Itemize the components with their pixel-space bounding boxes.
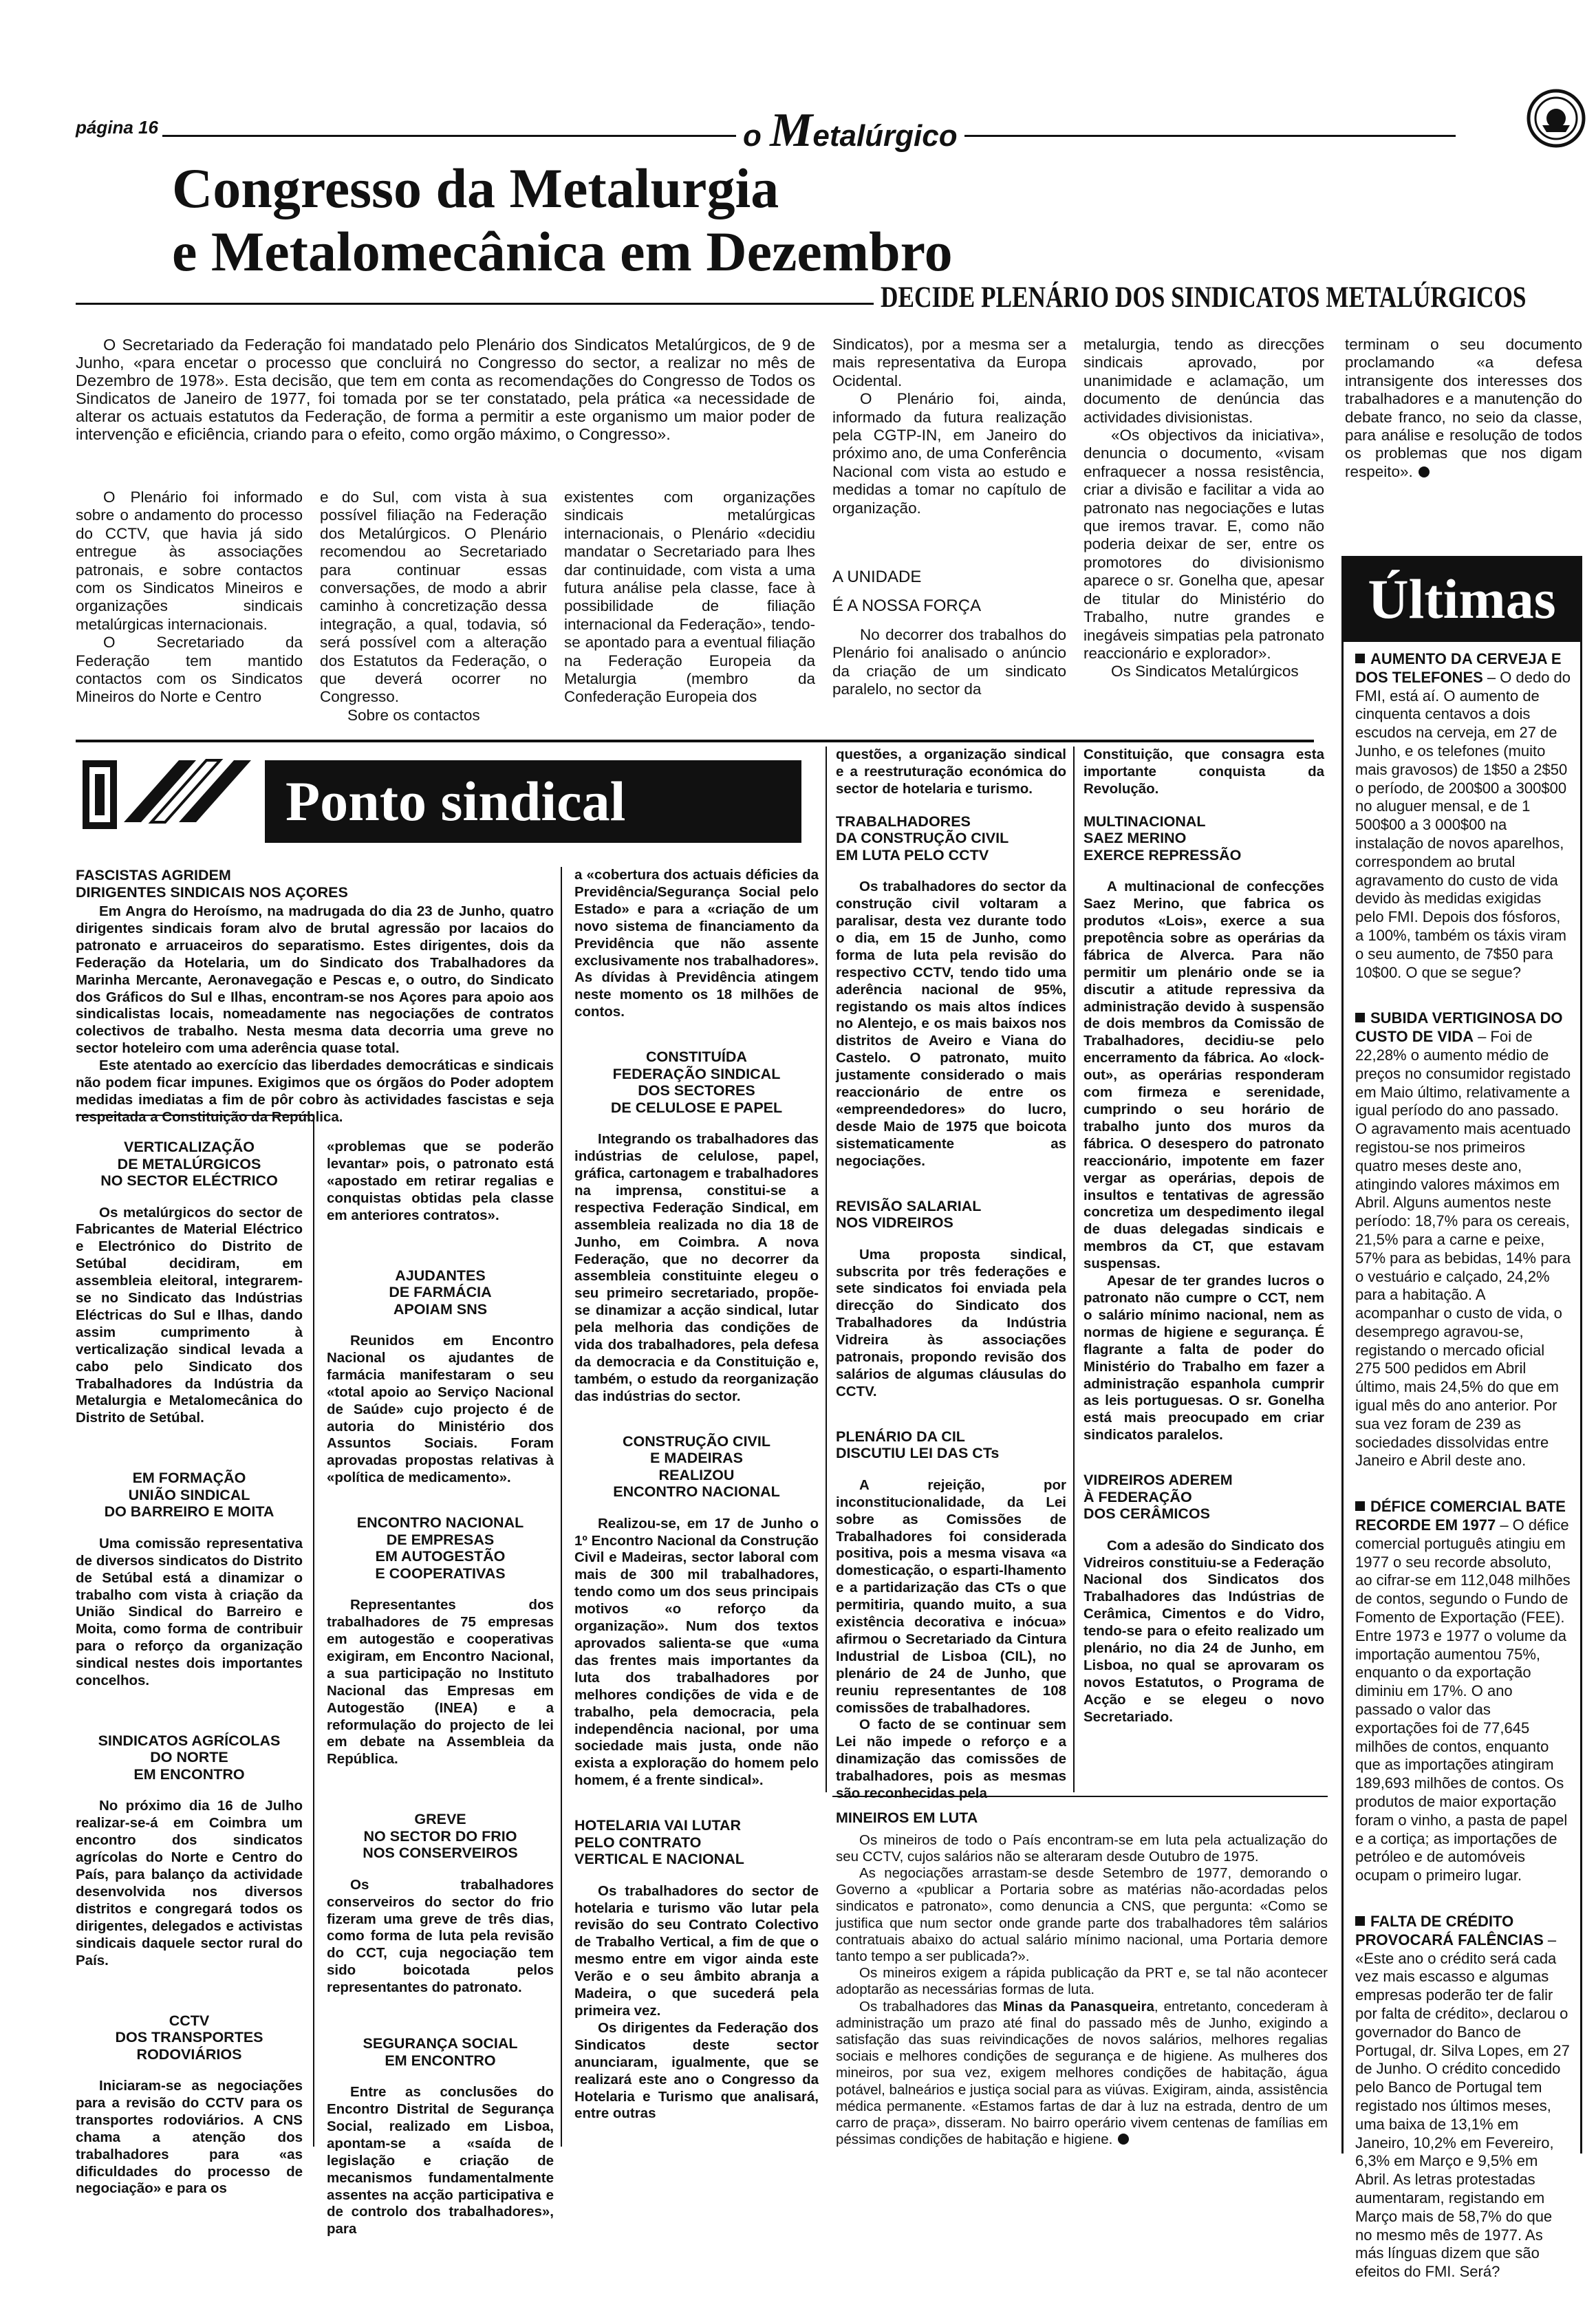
- subheadline-rule: [76, 303, 874, 305]
- masthead-initial: M: [770, 104, 813, 157]
- headline-line: VERTICAL E NACIONAL: [574, 1851, 744, 1868]
- story-headline: [836, 1428, 1066, 1462]
- headline-line: SAEZ MERINO: [1083, 830, 1187, 847]
- column-rule: [1073, 747, 1075, 1792]
- headline-line: HOTELARIA VAI LUTAR: [574, 1817, 742, 1834]
- headline-line: NOS VIDREIROS: [836, 1214, 953, 1232]
- article-column-3: [564, 488, 815, 707]
- paragraph: Apesar de ter grandes lucros o patronato não cumpre o CCT, nem o salário mínimo nacional, nem as normas de higiene e segurança. É flagrante a falta de poder do Ministério do Trabalho em fazer a administração espanhola cumprir as leis portuguesas. O sr. Gonelha está mais preocupado em criar sindicatos paralelos.: [1083, 1273, 1324, 1443]
- paragraph: «Os objectivos da iniciativa», denuncia o documento, «visam enfraquecer a nossa resistência, criar a divisão e facilitar a vida ao patronato nas negociações e lutas que iremos travar. E, como não poderia deixar de ser, entre os promotores do divisionismo aparece o sr. Gonelha que, apesar de titular do Ministério do Trabalho, nutre grandes e inegáveis simpatias pela patronato reaccionário e explorador».: [1083, 427, 1324, 662]
- paragraph: Sobre os contactos: [347, 706, 480, 724]
- end-bullet-icon: [1118, 2134, 1129, 2145]
- paragraph: existentes com organizações sindicais metalúrgicas internacionais, o Plenário «decidiu mandatar o Secretariado para lhes dar continuidade, com vista a uma futura análise pela classe, face à possibilidade de filiação internacional da Federação», tendo-se apontado para a eventual filiação na Federação Europeia da Metalurgia (membro da Confederação Europeia dos: [564, 488, 815, 706]
- article-subheadline: DECIDE PLENÁRIO DOS SINDICATOS METALÚRGICOS: [881, 281, 1527, 314]
- headline-line: VERTICALIZAÇÃO: [124, 1139, 255, 1155]
- story-headline: [327, 2035, 554, 2069]
- ultimas-item: [1355, 1913, 1572, 2281]
- paragraph: Com a adesão do Sindicato dos Vidreiros constituiu-se a Federação Nacional dos Sindicatos dos Trabalhadores das Indústrias de Cerâmica, Cimentos e do Vidro, tendo-se para o efeito realizado um plenário, no dia 24 de Junho, em Lisboa, no qual se aprovaram os novos Estatutos, o Programa de Acção e se elegeu o novo Secretariado.: [1083, 1537, 1324, 1725]
- headline-line-1: Congresso da Metalurgia: [172, 157, 779, 219]
- paragraph: Os trabalhadores do sector da construção civil voltaram a paralisar, desta vez durante todo o dia, em 15 de Junho, como forma de luta pela revisão do respectivo CCTV, tendo tido uma aderência nacional de 95%, registando os mais altos índices no Alentejo, e os mais baixos nos distritos de Aveiro e Viana do Castelo. O patronato, muito justamente considerado o mais reaccionário de entre os «empreendedores» do lucro, desde Maio de 1975 que boicota sistematicamente as negociações.: [836, 879, 1066, 1169]
- story-headline: [574, 1433, 819, 1501]
- end-bullet-icon: [1419, 466, 1430, 477]
- story-headline: [327, 1514, 554, 1582]
- ultimas-item-head: FALTA DE CRÉDITO PROVOCARÁ FALÊNCIAS: [1355, 1913, 1544, 1948]
- paragraph: Uma proposta sindical, subscrita por três federações e sete sindicatos foi enviada pela direcção do Sindicato dos Trabalhadores da Indústria Vidreira às associações patronais, propondo revisão dos salários de algumas cláusulas do CCTV.: [836, 1246, 1066, 1399]
- headline-line: DE EMPRESAS: [386, 1531, 495, 1548]
- hand-pen-logo-icon: [76, 747, 261, 836]
- section-divider: [76, 740, 1314, 742]
- headline-line: RODOVIÁRIOS: [136, 2045, 242, 2063]
- paragraph: Este atentado ao exercício das liberdades democráticas e sindicais não podem ficar impunes. Exigimos que os órgãos do Poder adoptem medidas imediatas a fim de pôr cobro às actividades fascistas e seja respeitada a Constituição da República.: [76, 1057, 554, 1125]
- paragraph: Uma comissão representativa de diversos sindicatos do Distrito de Setúbal está a dinamizar o trabalho com vista à criação da União Sindical do Barreiro e Moita, como forma de contribuir para o reforço da organização sindical nestes dois importantes concelhos.: [76, 1535, 303, 1689]
- page-number: página 16: [76, 117, 158, 138]
- ultimas-item: [1355, 650, 1572, 982]
- square-bullet-icon: [1355, 1501, 1365, 1511]
- headline-line: ENCONTRO NACIONAL: [356, 1514, 524, 1532]
- headline-line: DO BARREIRO E MOITA: [104, 1503, 274, 1521]
- paragraph: Sindicatos), por a mesma ser a mais representativa da Europa Ocidental.: [832, 336, 1066, 389]
- headline-line: APOIAM SNS: [393, 1300, 488, 1318]
- story-headline: [76, 867, 554, 901]
- article-column-2: [320, 488, 547, 724]
- paragraph-bold-text: Minas da Panasqueira: [1002, 1998, 1154, 2015]
- headline-line: MULTINACIONAL: [1083, 813, 1206, 830]
- headline-line: DE CELULOSE E PAPEL: [610, 1099, 783, 1116]
- ultimas-title: Últimas: [1341, 556, 1582, 642]
- paragraph: Representantes dos trabalhadores de 75 empresas em autogestão e cooperativas exigiram, em Encontro Nacional, a sua participação no Instituto Nacional das Empresas em Autogestão (INEA) e a reformulação do projecto de lei em debate na Assembleia da República.: [327, 1597, 554, 1768]
- ponto-column-c: [574, 867, 819, 2123]
- headline-line: CONSTRUÇÃO CIVIL: [623, 1432, 770, 1450]
- paragraph: [836, 1999, 1328, 2149]
- headline-line: EXERCE REPRESSÃO: [1083, 846, 1242, 863]
- headline-line: DOS SECTORES: [638, 1082, 755, 1099]
- story-headline: [836, 813, 1066, 864]
- masthead-prefix: o: [743, 119, 770, 153]
- paragraph: As negociações arrastam-se desde Setembro de 1977, demorando o Governo a «publicar a Portaria sobre as matérias não-acordadas pelos sindicatos e patronato», como denuncia a CNS, que pergunta: «Como se justifica que num sector onde grande parte dos trabalhadores têm salários contratuais abaixo do actual salário mínimo nacional, uma Portaria demore tanto tempo a ser publicada?».: [836, 1865, 1328, 1964]
- paragraph: No decorrer dos trabalhos do Plenário foi analisado o anúncio da criação de um sindicato paralelo, no sector da: [832, 626, 1066, 698]
- headline-line: EM FORMAÇÃO: [132, 1470, 246, 1487]
- paragraph: No próximo dia 16 de Julho realizar-se-á em Coimbra um encontro dos sindicatos agrícolas do Norte e Centro do País, para balanço da actividade desenvolvida nos diversos distritos e congregará todos os dirigentes, delegados e activistas sindicais daquele sector rural do País.: [76, 1798, 303, 1968]
- headline-line: DE FARMÁCIA: [389, 1284, 492, 1301]
- paragraph: Os metalúrgicos do sector de Fabricantes de Material Eléctrico e Electrónico do Distrito de Setúbal decidiram, em assembleia eleitoral, integrarem-se no Sindicato das Indústrias Eléctricas do Sul e Ilhas, dando assim cumprimento à verticalização sindical levada a cabo pelo Sindicato dos Trabalhadores da Indústria da Metalurgia e Metalomecânica do Distrito de Setúbal.: [76, 1204, 303, 1426]
- section-subhead: A UNIDADE: [832, 568, 922, 587]
- headline-line: NOS CONSERVEIROS: [363, 1845, 518, 1862]
- paragraph-text: , entretanto, concederam à administração um prazo até final do passado mês de Junho, exigindo a satisfação das suas reivindicações de novos salários, melhores regalias sociais e melhores condições de segurança e de higiene. As mulheres dos mineiros, por sua vez, exigem melhores condições de habitação, água potável, balneários e justiça social para as viúvas. Exigiram, ainda, assistência médica permanente. «Estamos fartas de dar à luz na estrada, dentro de um carro de praça», disseram. No bairro operário vivem centenas de famílias em péssimas condições de habitação e higiene.: [836, 1998, 1328, 2148]
- story-headline: [1083, 1472, 1324, 1523]
- paragraph: Os dirigentes da Federação dos Sindicatos deste sector anunciaram, igualmente, que se realizará este ano o Congresso da Hotelaria e Turismo que analisará, entre outras: [574, 2019, 819, 2122]
- paragraph: Integrando os trabalhadores das indústrias de celulose, papel, gráfica, cartonagem e trabalhadores na imprensa, constitui-se a respectiva Federação Sindical, em assembleia realizada no dia 18 de Junho, em Coimbra. A nova Federação, que no decorrer da assembleia constituinte elegeu o seu primeiro secretariado, propõe-se dinamizar a acção sindical, lutar pela melhoria das condições de vida dos trabalhadores, pela defesa da democracia e da Constituição e, também, o estudo da reorganização das indústrias do sector.: [574, 1131, 819, 1404]
- column-rule: [561, 867, 562, 2147]
- headline-line: E MADEIRAS: [650, 1450, 743, 1467]
- headline-line: GREVE: [414, 1811, 466, 1828]
- headline-line: DOS CERÂMICOS: [1083, 1505, 1210, 1523]
- column-rule: [826, 747, 827, 1792]
- story-headline: [76, 1139, 303, 1190]
- story-headline: [836, 1198, 1066, 1232]
- headline-line: DO NORTE: [150, 1749, 228, 1766]
- headline-line: E COOPERATIVAS: [375, 1565, 506, 1582]
- headline-line: CCTV: [169, 2012, 210, 2029]
- masthead-rest: etalúrgico: [812, 119, 958, 153]
- article-column-5: [1083, 336, 1324, 681]
- paragraph: «problemas que se poderão levantar» pois, o patronato está «apostado em retirar regalias e conquistas obtidas pela classe em anteriores contratos».: [327, 1139, 554, 1223]
- headline-line: REVISÃO SALARIAL: [836, 1197, 982, 1214]
- headline-line: ENCONTRO NACIONAL: [613, 1483, 780, 1501]
- paragraph-text: Os trabalhadores das: [859, 1998, 1003, 2015]
- paragraph: O Secretariado da Federação tem mantido contactos com os Sindicatos Mineiros do Norte e Centro: [76, 634, 303, 706]
- headline-line: PLENÁRIO DA CIL: [836, 1428, 965, 1445]
- paragraph: Os Sindicatos Metalúrgicos: [1111, 663, 1299, 680]
- story-headline: MINEIROS EM LUTA: [836, 1809, 978, 1826]
- headline-line: AJUDANTES: [395, 1267, 486, 1284]
- ultimas-item-body: – Foi de 22,28% o aumento médio de preços no consumidor registado em Maio último, relativamente a igual período do ano passado. O agravamento mais acentuado registou-se nos primeiros quatro meses deste ano, atingindo valores máximos em Abril. Alguns aumentos neste período: 18,7% para os cereais, 21,5% para a carne e peixe, 57% para as bebidas, 14% para o vestuário e calçado, 24,2% para a habitação. A acompanhar o custo de vida, o desemprego agravou-se, registando o mercado oficial 275 500 pedidos em Abril último, mais 24,5% do que em igual mês do ano anterior. Por sua vez foram de 239 as sociedades dissolvidas entre Janeiro e Abril deste ano.: [1355, 1028, 1571, 1470]
- headline-line: DA CONSTRUÇÃO CIVIL: [836, 830, 1009, 847]
- article-column-1: [76, 488, 303, 707]
- headline-line: DIRIGENTES SINDICAIS NOS AÇORES: [76, 883, 348, 901]
- paragraph: O Plenário foi, ainda, informado da futura realização pela CGTP-IN, em Janeiro do próximo ano, de uma Conferência Nacional com vista ao estudo e medidas a tomar no capítulo de organização.: [832, 390, 1066, 517]
- ultimas-item-head: DÉFICE COMERCIAL BATE RECORDE EM 1977: [1355, 1498, 1566, 1534]
- paragraph: Os trabalhadores conserveiros do sector do frio fizeram uma greve de três dias, como forma de luta pela revisão do CCT, cuja negociação tem sido boicotada pelos representantes do patronato.: [327, 1876, 554, 1996]
- headline-line: UNIÃO SINDICAL: [128, 1486, 250, 1503]
- lead-paragraph: O Secretariado da Federação foi mandatado pelo Plenário dos Sindicatos Metalúrgicos, de 9 de Junho, «para encetar o processo que concluirá no Congresso do sector, a realizar no mês de Dezembro de 1978». Esta decisão, que tem em conta as recomendações do Congresso de Todos os Sindicatos de Janeiro de 1977, foi tomada por se ter constatado, pela prática «a necessidade de alterar os actuais estatutos da Federação, de forma a permitir a este organismo um maior poder de intervenção e eficiência, criando para o efeito, como orgão máximo, o Congresso».: [76, 336, 815, 443]
- headline-line: EM AUTOGESTÃO: [375, 1548, 506, 1565]
- headline-line: EM LUTA PELO CCTV: [836, 846, 989, 863]
- section-subhead: É A NOSSA FORÇA: [832, 597, 982, 616]
- headline-line: EM ENCONTRO: [385, 2052, 496, 2069]
- headline-line: FEDERAÇÃO SINDICAL: [612, 1065, 781, 1082]
- paragraph: Os mineiros de todo o País encontram-se em luta pela actualização do seu CCTV, cujos salários não se alteraram desde Outubro de 1975.: [836, 1832, 1328, 1865]
- story-headline: [574, 1817, 819, 1868]
- paragraph: Realizou-se, em 17 de Junho o 1º Encontro Nacional da Construção Civil e Madeiras, sector laboral com mais de 300 mil trabalhadores, tendo como um dos seus principais motivos «o reforço da organização». Num dos textos aprovados salienta-se que «uma das frentes mais importantes da luta dos trabalhadores por melhores condições de vida e de trabalho, pela democracia, pela independência nacional, por uma sociedade mais justa, onde não exista a exploração do homem pelo homem, é a frente sindical».: [574, 1515, 819, 1789]
- headline-line: SEGURANÇA SOCIAL: [363, 2035, 518, 2052]
- headline-line: NO SECTOR DO FRIO: [363, 1827, 517, 1845]
- headline-line: DE METALÚRGICOS: [117, 1155, 261, 1172]
- story-headline: [327, 1811, 554, 1862]
- headline-line: DOS TRANSPORTES: [115, 2029, 263, 2045]
- ultimas-item-body: – O défice comercial português atingiu em 1977 o seu recorde absoluto, ao cifrar-se em 112,048 milhões de contos, segundo o Fundo de Fomento de Exportação (FEE). Entre 1973 e 1977 o volume da importação aumentou 75%, enquanto o da exportação diminiu em 17%. O ano passado o valor das exportações foi de 77,645 milhões de contos, enquanto que as importações atingiram 189,693 milhões de contos. Os produtos de maior exportação foram o vinho, a pasta de papel e a cortiça; as importações de petróleo e de automóveis ocupam o primeiro lugar.: [1355, 1516, 1571, 1884]
- square-bullet-icon: [1355, 654, 1365, 663]
- headline-line: PELO CONTRATO: [574, 1834, 702, 1851]
- article-headline: [172, 157, 1204, 283]
- paragraph: Constituição, que consagra esta importante conquista da Revolução.: [1083, 747, 1324, 797]
- paragraph: A multinacional de confecções Saez Merino, que fabrica os produtos «Lois», exerce a sua prepotência sobre as operárias da fábrica de Alverca. Para não permitir um plenário onde se ia discutir a atitude repressiva da administração devido à suspensão de dois membros da Comissão de Trabalhadores, decidiu-se pelo encerramento da fábrica. Ao «lock-out», as operárias responderam com firmeza e serenidade, cumprindo o seu horário de trabalho junto dos muros da fábrica. O desespero do patronato reaccionário, impotente em fazer vergar as operárias, depois de insultos e tentativas de agressão concretiza um despedimento ilegal de duas delegadas sindicais e membros da CT, que estavam suspensas.: [1083, 879, 1324, 1272]
- headline-line: VIDREIROS ADEREM: [1083, 1472, 1233, 1489]
- paragraph-text: terminam o seu documento proclamando «a defesa intransigente dos interesses dos trabalhadores e a manutenção do debate franco, no seio da classe, para análise e resolução de todos os problemas que nos digam respeito».: [1345, 336, 1582, 480]
- headline-line: SINDICATOS AGRÍCOLAS: [98, 1732, 281, 1749]
- ponto-column-d: [836, 747, 1066, 1803]
- ultimas-item: [1355, 1498, 1572, 1885]
- article-column-6: [1345, 336, 1582, 481]
- headline-line: À FEDERAÇÃO: [1083, 1488, 1192, 1505]
- headline-line: REALIZOU: [658, 1466, 735, 1483]
- paragraph: Reunidos em Encontro Nacional os ajudantes de farmácia manifestaram o seu «total apoio ao Serviço Nacional de Saúde» cujo projecto é de autoria do Ministério dos Assuntos Sociais. Foram aprovadas propostas relativas à «política de medicamento».: [327, 1333, 554, 1486]
- paragraph: Os trabalhadores do sector de hotelaria e turismo vão lutar pela revisão do seu Contrato Colectivo de Trabalho Vertical, a fim de que o mesmo entre em vigor ainda este Verão e o seu âmbito abranja a Madeira, o que sucederá pela primeira vez.: [574, 1882, 819, 2019]
- headline-line: NO SECTOR ELÉCTRICO: [100, 1172, 278, 1189]
- article-column-4: [832, 336, 1066, 699]
- paragraph: questões, a organização sindical e a reestruturação económica do sector de hotelaria e turismo.: [836, 747, 1066, 797]
- story-mineiros: [836, 1809, 1328, 2148]
- paragraph: Os mineiros exigem a rápida publicação da PRT e, se tal não acontecer adoptarão as necessárias formas de luta.: [836, 1965, 1328, 1998]
- column-rule: [313, 1115, 314, 2147]
- ponto-sindical-title: Ponto sindical: [265, 760, 801, 843]
- story-headline: [327, 1267, 554, 1318]
- paragraph: A rejeição, por inconstitucionalidade, da Lei sobre as Comissões de Trabalhadores foi considerada positiva, pois a mesma visava «a domesticação, o esparti-lhamento e a partidarização das CTs o que permitiria, quando muito, a sua existência decorativa e inócua» afirmou o Secretariado da Cintura Industrial de Lisboa (CIL), no plenário de 24 de Junho, que reuniu representantes de 108 comissões de trabalhadores.: [836, 1476, 1066, 1716]
- ultimas-item-head: SUBIDA VERTIGINOSA DO CUSTO DE VIDA: [1355, 1009, 1563, 1046]
- paragraph: e do Sul, com vista à sua possível filiação na Federação dos Metalúrgicos. O Plenário recomendou ao Secretariado para continuar essas conversações, de modo a abrir caminho à concretização dessa integração, a qual, todavia, só será possível com a alteração dos Estatutos da Federação, o que deverá ocorrer no Congresso.: [320, 488, 547, 706]
- headline-line-2: e Metalomecânica em Dezembro: [172, 220, 953, 283]
- story-headline: [76, 1470, 303, 1521]
- headline-line: FASCISTAS AGRIDEM: [76, 867, 231, 883]
- masthead: [736, 103, 964, 158]
- paragraph: Em Angra do Heroísmo, na madrugada do dia 23 de Junho, quatro dirigentes sindicais foram alvo de brutal agressão por lacaios do patronato e arruaceiros do separatismo. Estes dirigentes, dois da Federação da Hotelaria, um do Sindicato dos Trabalhadores da Marinha Mercante, Aeronavegação e Pescas e, o outro, do Sindicato dos Gráficos do Sul e Ilhas, encontram-se nos Açores para apoio aos sindicalistas locais, nomeadamente nas negociações de contratos colectivos de trabalho. Nesta mesma data decorria uma greve no sector hoteleiro com uma aderência quase total.: [76, 903, 554, 1057]
- paragraph: O facto de se continuar sem Lei não impede o reforço e a dinamização das comissões de trabalhadores, pois as mesmas são reconhecidas pela: [836, 1717, 1066, 1802]
- paragraph: [1345, 336, 1582, 481]
- paragraph: O Plenário foi informado sobre o andamento do processo do CCTV, que havia já sido entregue às associações patronais, e sobre contactos com os Sindicatos Mineiros e organizações sindicais metalúrgicas internacionais.: [76, 488, 303, 633]
- story-headline: [76, 1732, 303, 1783]
- article-lead: [76, 336, 815, 443]
- story-headline: [574, 1049, 819, 1116]
- paragraph: Entre as conclusões do Encontro Distrital de Segurança Social, realizado em Lisboa, apontam-se a «saída de legislação e criação de mecanismos fundamentalmente assentes na acção participativa e de controlo dos trabalhadores», para: [327, 2084, 554, 2237]
- union-seal-icon: [1526, 88, 1586, 149]
- ponto-column-b: [327, 1139, 554, 2238]
- ultimas-list: [1355, 650, 1572, 2309]
- headline-line: DISCUTIU LEI DAS CTs: [836, 1445, 1000, 1462]
- ultimas-item-head: AUMENTO DA CERVEJA E DOS TELEFONES: [1355, 650, 1562, 686]
- ultimas-item-body: – O dedo do FMI, está aí. O aumento de cinquenta centavos a dois escudos na cerveja, em 27 de Junho, e os telefones (muito mais gravosos) de 1$50 a 2$50 o período, de 200$00 a 300$00 no aluguer mensal, e de 1 500$00 a 3 000$00 na instalação de novos aparelhos, correspondem ao brutal agravamento do custo de vida devido às medidas exigidas pelo FMI. Depois dos fósforos, a 100%, também os táxis viram o seu aumento, de 7$50 para 10$00. O que se segue?: [1355, 668, 1571, 981]
- story-fascistas: [76, 867, 554, 1126]
- ultimas-item-body: – «Este ano o crédito será cada vez mais escasso e algumas empresas poderão ter de falir por falta de crédito», declarou o governador do Banco de Portugal, dr. Silva Lopes, em 27 de Junho. O crédito concedido pelo Banco de Portugal tem registado nos últimos meses, uma baixa de 13,1% em Janeiro, 10,2% em Fevereiro, 6,3% em Março e 9,5% em Abril. As letras protestadas aumentaram, registando em Março mais de 58,7% do que no mesmo mês de 1977. As más línguas dizem que são efeitos do FMI. Será?: [1355, 1931, 1570, 2281]
- story-headline: [76, 2012, 303, 2063]
- ultimas-item: [1355, 1009, 1572, 1470]
- paragraph: a «cobertura dos actuais déficies da Previdência/Segurança Social pelo Estado» e para a «criação de um novo sistema de financiamento da Previdência que não assente exclusivamente nos trabalhadores». As dívidas à Previdência atingem neste momento os 18 milhões de contos.: [574, 867, 819, 1020]
- ponto-column-a: [76, 1139, 303, 2198]
- headline-line: CONSTITUÍDA: [646, 1049, 747, 1066]
- square-bullet-icon: [1355, 1916, 1365, 1926]
- paragraph: Iniciaram-se as negociações para a revisão do CCTV para os transportes rodoviários. A CNS chama a atenção dos trabalhadores para «as dificuldades do processo de negociação» e para os: [76, 2078, 303, 2197]
- story-headline: [1083, 813, 1324, 864]
- paragraph: metalurgia, tendo as direcções sindicais aprovado, por unanimidade e aclamação, um documento de denúncia das actividades divisionistas.: [1083, 336, 1324, 426]
- ponto-column-e: [1083, 747, 1324, 1726]
- square-bullet-icon: [1355, 1013, 1365, 1022]
- headline-line: TRABALHADORES: [836, 813, 971, 830]
- headline-line: EM ENCONTRO: [133, 1765, 245, 1783]
